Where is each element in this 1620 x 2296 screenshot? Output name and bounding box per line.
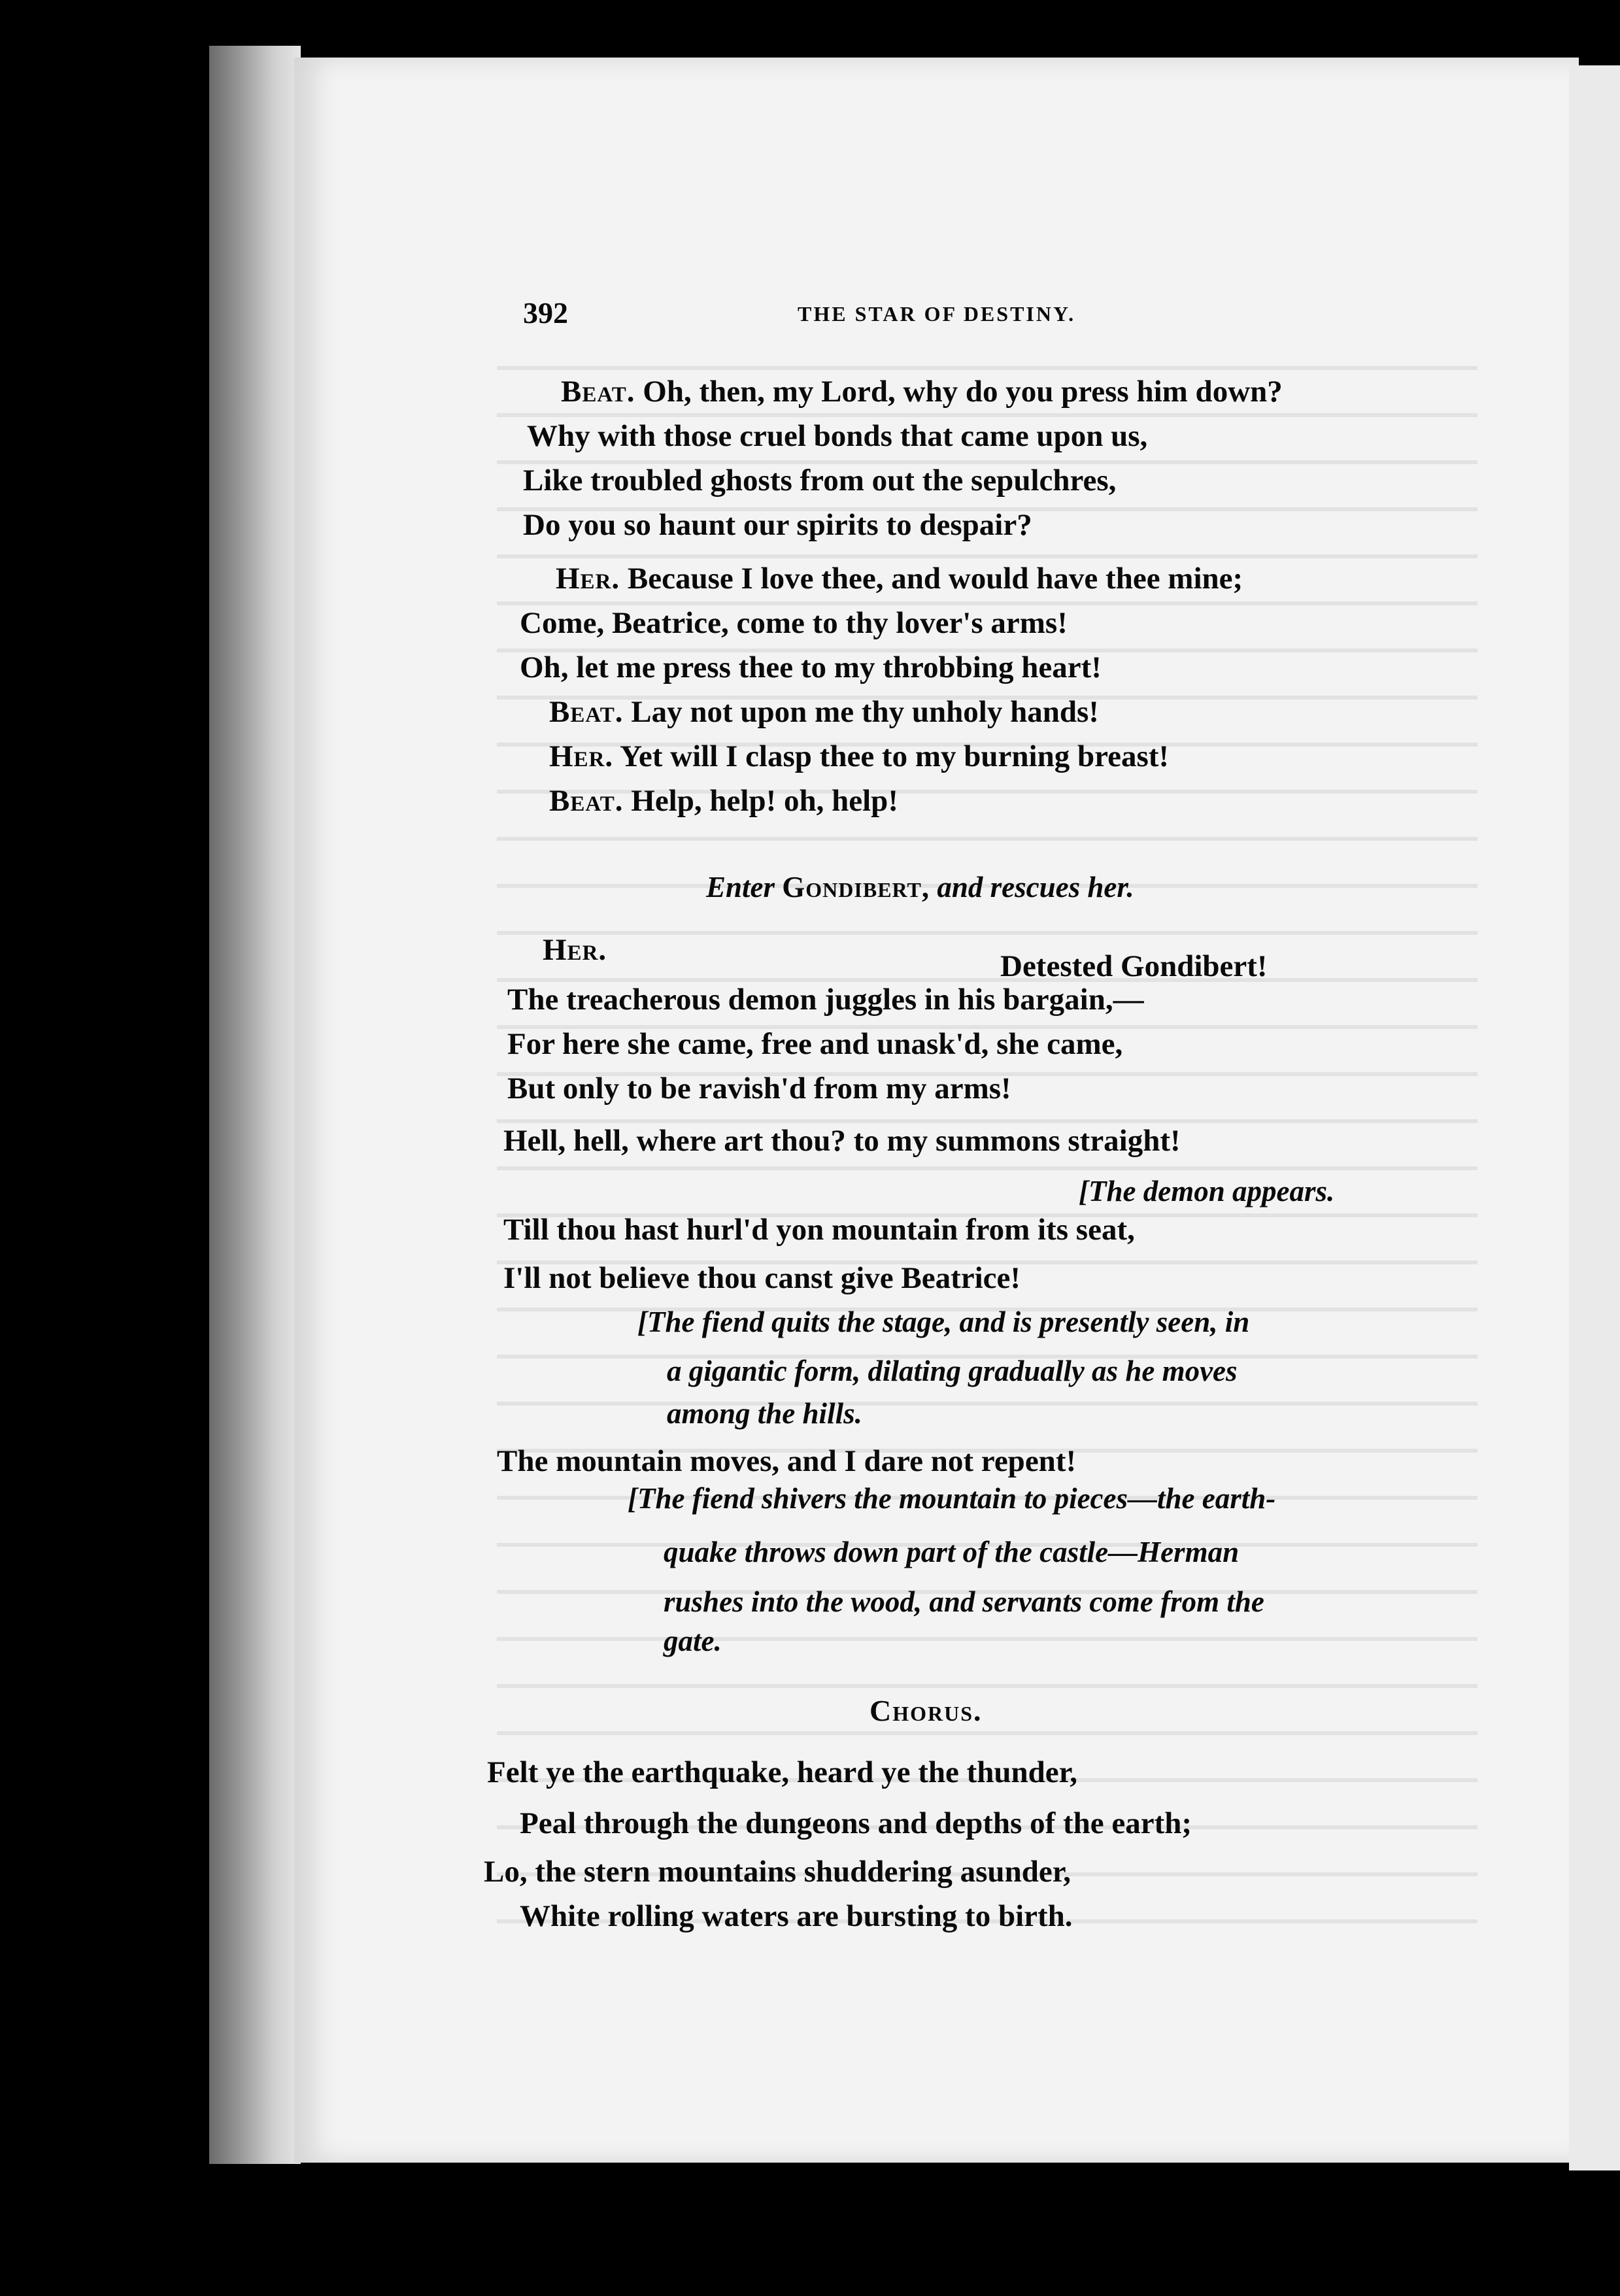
line-text: Lay not upon me thy unholy hands! bbox=[631, 695, 1099, 729]
chorus-line: Peal through the dungeons and depths of the earth; bbox=[520, 1806, 1192, 1840]
speaker-name: Beat. bbox=[549, 695, 624, 729]
stage-direction-fiend-shivers: rushes into the wood, and servants come from the bbox=[664, 1585, 1264, 1618]
speaker-name: Beat. bbox=[561, 375, 635, 409]
verse-line: Come, Beatrice, come to thy lover's arms! bbox=[520, 606, 1068, 640]
line-text: Oh, then, my Lord, why do you press him down? bbox=[643, 375, 1283, 409]
chorus-line: Felt ye the earthquake, heard ye the thunder, bbox=[487, 1755, 1077, 1789]
stage-direction-fiend: a gigantic form, dilating gradually as he moves bbox=[667, 1355, 1238, 1387]
speaker-name bbox=[543, 935, 607, 966]
stage-direction-fiend-shivers: quake throws down part of the castle—Herman bbox=[664, 1536, 1240, 1568]
line-text: Yet will I clasp thee to my burning breast! bbox=[620, 739, 1170, 773]
verse-line: Like troubled ghosts from out the sepulchres, bbox=[523, 464, 1117, 498]
stage-direction-enter bbox=[706, 873, 1134, 902]
verse-line bbox=[549, 786, 898, 817]
verse-line bbox=[549, 741, 1169, 772]
verse-line: Till thou hast hurl'd yon mountain from its seat, bbox=[503, 1213, 1135, 1247]
running-title: THE STAR OF DESTINY. bbox=[798, 302, 1076, 326]
stage-direction-fiend: among the hills. bbox=[667, 1397, 862, 1430]
facing-page-edge bbox=[1569, 65, 1620, 2170]
verse-line: Why with those cruel bonds that came upon us, bbox=[527, 419, 1148, 453]
verse-line: The treacherous demon juggles in his bargain,— bbox=[507, 983, 1144, 1017]
stage-enter-name: Gondibert, bbox=[782, 871, 930, 903]
speaker-label: Her. bbox=[543, 933, 607, 967]
book-page-edges bbox=[209, 46, 301, 2164]
stage-direction-fiend-shivers: [The fiend shivers the mountain to pieces—the earth- bbox=[628, 1482, 1276, 1515]
verse-line: Do you so haunt our spirits to despair? bbox=[523, 508, 1032, 542]
verse-line bbox=[556, 564, 1243, 594]
chorus-heading: Chorus. bbox=[869, 1694, 983, 1727]
verse-line: But only to be ravish'd from my arms! bbox=[507, 1072, 1011, 1106]
stage-enter-pre: Enter bbox=[706, 871, 775, 903]
stage-direction-fiend-shivers: gate. bbox=[664, 1625, 722, 1657]
speaker-name: Her. bbox=[556, 562, 620, 596]
page-number: 392 bbox=[523, 296, 568, 329]
verse-line: Hell, hell, where art thou? to my summons straight! bbox=[503, 1124, 1181, 1158]
page-header bbox=[523, 295, 1379, 335]
verse-line: Detested Gondibert! bbox=[1000, 949, 1268, 983]
line-text: Because I love thee, and would have thee mine; bbox=[627, 562, 1243, 596]
chorus-line: Lo, the stern mountains shuddering asunder, bbox=[484, 1855, 1072, 1889]
line-text: Help, help! oh, help! bbox=[631, 784, 898, 818]
stage-direction-fiend: [The fiend quits the stage, and is presently seen, in bbox=[637, 1306, 1250, 1338]
verse-line: Oh, let me press thee to my throbbing heart! bbox=[520, 650, 1102, 684]
speaker-name: Her. bbox=[549, 739, 614, 773]
verse-line: I'll not believe thou canst give Beatrice! bbox=[503, 1261, 1021, 1295]
verse-line: For here she came, free and unask'd, she came, bbox=[507, 1027, 1123, 1061]
speaker-name: Beat. bbox=[549, 784, 624, 818]
verse-line: The mountain moves, and I dare not repent! bbox=[497, 1444, 1077, 1478]
chorus-line: White rolling waters are bursting to birth. bbox=[520, 1899, 1073, 1933]
verse-line bbox=[549, 697, 1099, 728]
verse-line bbox=[561, 377, 1283, 407]
stage-direction-demon: [The demon appears. bbox=[1079, 1175, 1335, 1207]
stage-enter-post: and rescues her. bbox=[937, 871, 1134, 903]
